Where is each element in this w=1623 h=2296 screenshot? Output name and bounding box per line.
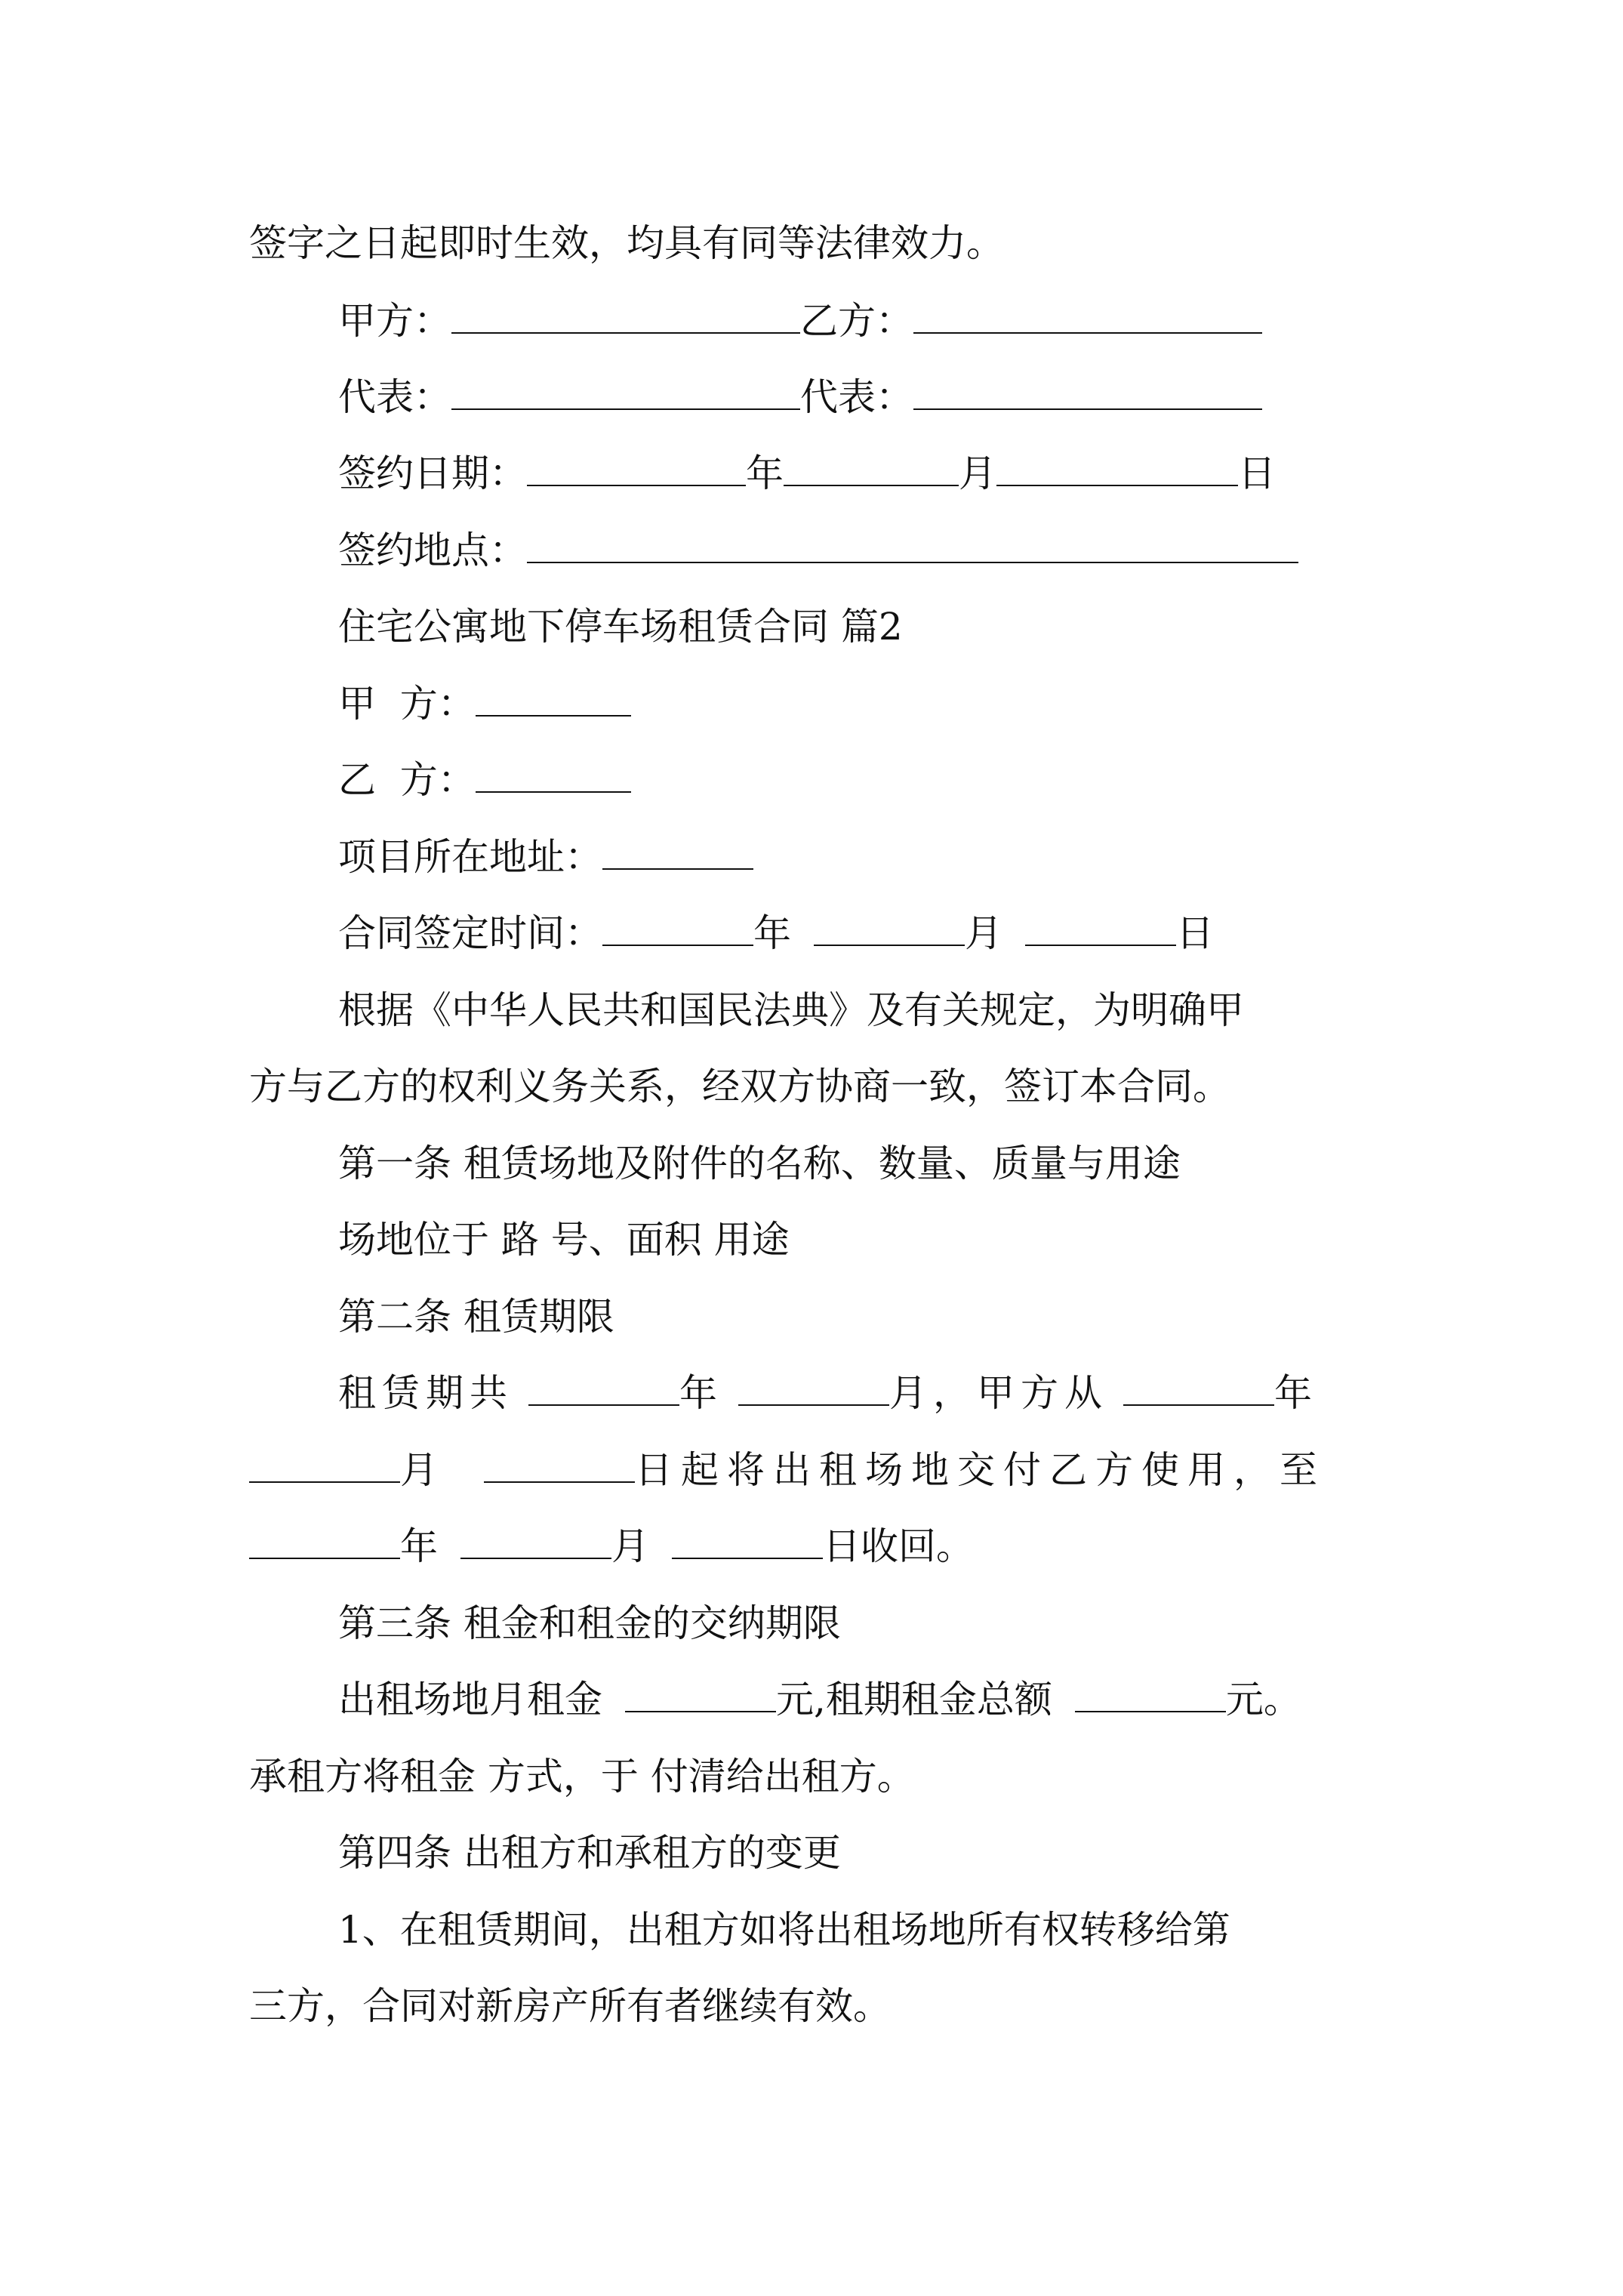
text-fragment: 月 xyxy=(400,1448,446,1492)
party-a-label: 甲方： xyxy=(338,299,451,343)
sign-place-blank xyxy=(527,527,1298,563)
text-fragment: 日起将出租场地交付乙方使用，至 xyxy=(635,1448,1326,1492)
text-fragment: 年 xyxy=(400,1524,438,1568)
day-blank xyxy=(996,450,1238,486)
party-b-label: 乙方： xyxy=(800,299,913,343)
text-fragment: 出租场地月租金 xyxy=(338,1678,602,1721)
paragraph-line xyxy=(249,1982,891,2030)
months-blank xyxy=(738,1370,889,1406)
party-b-blank xyxy=(913,297,1262,334)
party-a-blank xyxy=(476,680,631,717)
paragraph-line xyxy=(249,1752,915,1801)
text-fragment: 月，甲方从 xyxy=(889,1371,1108,1415)
years-blank xyxy=(528,1370,679,1406)
paragraph-line xyxy=(249,1062,1230,1111)
month-label: 月 xyxy=(965,911,1002,955)
section-title xyxy=(338,603,903,651)
year-blank xyxy=(527,450,746,486)
text-fragment: 年 xyxy=(1274,1371,1318,1415)
paragraph-line xyxy=(338,986,1244,1034)
paragraph-line xyxy=(249,1446,1326,1494)
title-text: 住宅公寓地下停车场租赁合同 篇2 xyxy=(338,605,903,649)
day-label: 日 xyxy=(1176,911,1214,955)
paragraph-line xyxy=(338,1675,1301,1724)
start-day-blank xyxy=(484,1447,635,1483)
article-title: 第四条 出租方和承租方的变更 xyxy=(338,1831,841,1875)
text-fragment: 年 xyxy=(679,1371,723,1415)
start-month-blank xyxy=(249,1447,400,1483)
paragraph-text: 三方，合同对新房产所有者继续有效。 xyxy=(249,1984,891,2028)
party-b-line xyxy=(338,756,631,804)
article-title: 第一条 租赁场地及附件的名称、数量、质量与用途 xyxy=(338,1142,1181,1185)
contract-time-line xyxy=(338,909,1214,957)
paragraph-line xyxy=(338,1906,1230,1954)
rep-a-label: 代表： xyxy=(338,375,451,419)
paragraph-text: 1、在租赁期间，出租方如将出租场地所有权转移给第 xyxy=(338,1908,1230,1952)
signature-rep-line xyxy=(338,373,1262,421)
rep-b-label: 代表： xyxy=(800,375,913,419)
party-a-label: 甲 方： xyxy=(338,682,476,726)
sign-date-label: 签约日期： xyxy=(338,451,527,495)
party-a-line xyxy=(338,680,631,728)
start-year-blank xyxy=(1123,1370,1274,1406)
article-heading xyxy=(338,1293,614,1341)
rep-a-blank xyxy=(451,374,800,410)
article-title: 第二条 租赁期限 xyxy=(338,1295,614,1339)
year-label: 年 xyxy=(746,451,784,495)
party-b-blank xyxy=(476,757,631,793)
paragraph-text: 场地位于 路 号、面积 用途 xyxy=(338,1218,790,1262)
day-blank xyxy=(1025,910,1176,946)
party-b-label: 乙 方： xyxy=(338,758,476,802)
project-address-label: 项目所在地址： xyxy=(338,835,602,879)
monthly-rent-blank xyxy=(625,1676,776,1712)
month-label: 月 xyxy=(959,451,996,495)
article-title: 第三条 租金和租金的交纳期限 xyxy=(338,1601,841,1645)
project-address-blank xyxy=(602,834,753,870)
day-label: 日 xyxy=(1238,451,1276,495)
paragraph-text: 根据《中华人民共和国民法典》及有关规定，为明确甲 xyxy=(338,988,1244,1032)
article-heading xyxy=(338,1829,841,1877)
year-label: 年 xyxy=(753,911,791,955)
month-blank xyxy=(784,450,959,486)
paragraph-text: 承租方将租金 方式，于 付清给出租方。 xyxy=(249,1755,915,1798)
end-day-blank xyxy=(672,1523,823,1559)
line-text: 签字之日起即时生效，均具有同等法律效力。 xyxy=(249,221,1004,265)
text-fragment: 月 xyxy=(611,1524,649,1568)
paragraph-text: 方与乙方的权利义务关系，经双方协商一致，签订本合同。 xyxy=(249,1065,1230,1108)
text-fragment: 元。 xyxy=(1225,1678,1301,1721)
rep-b-blank xyxy=(913,374,1262,410)
party-a-blank xyxy=(451,297,800,334)
text-fragment: 租赁期共 xyxy=(338,1371,513,1415)
end-year-blank xyxy=(249,1523,400,1559)
signature-party-line xyxy=(338,297,1262,345)
paragraph-line xyxy=(338,1216,790,1264)
end-month-blank xyxy=(460,1523,611,1559)
month-blank xyxy=(814,910,965,946)
total-rent-blank xyxy=(1075,1676,1226,1712)
text-fragment: 日收回。 xyxy=(823,1524,974,1568)
sign-place-line xyxy=(338,526,1298,575)
text-line xyxy=(249,219,1004,267)
article-heading xyxy=(338,1599,841,1647)
paragraph-line xyxy=(338,1369,1318,1417)
contract-time-label: 合同签定时间： xyxy=(338,911,602,955)
sign-place-label: 签约地点： xyxy=(338,529,527,572)
sign-date-line xyxy=(338,449,1276,498)
text-fragment: 元,租期租金总额 xyxy=(776,1678,1052,1721)
paragraph-line xyxy=(249,1522,974,1570)
article-heading xyxy=(338,1139,1181,1188)
year-blank xyxy=(602,910,753,946)
project-address-line xyxy=(338,833,753,881)
